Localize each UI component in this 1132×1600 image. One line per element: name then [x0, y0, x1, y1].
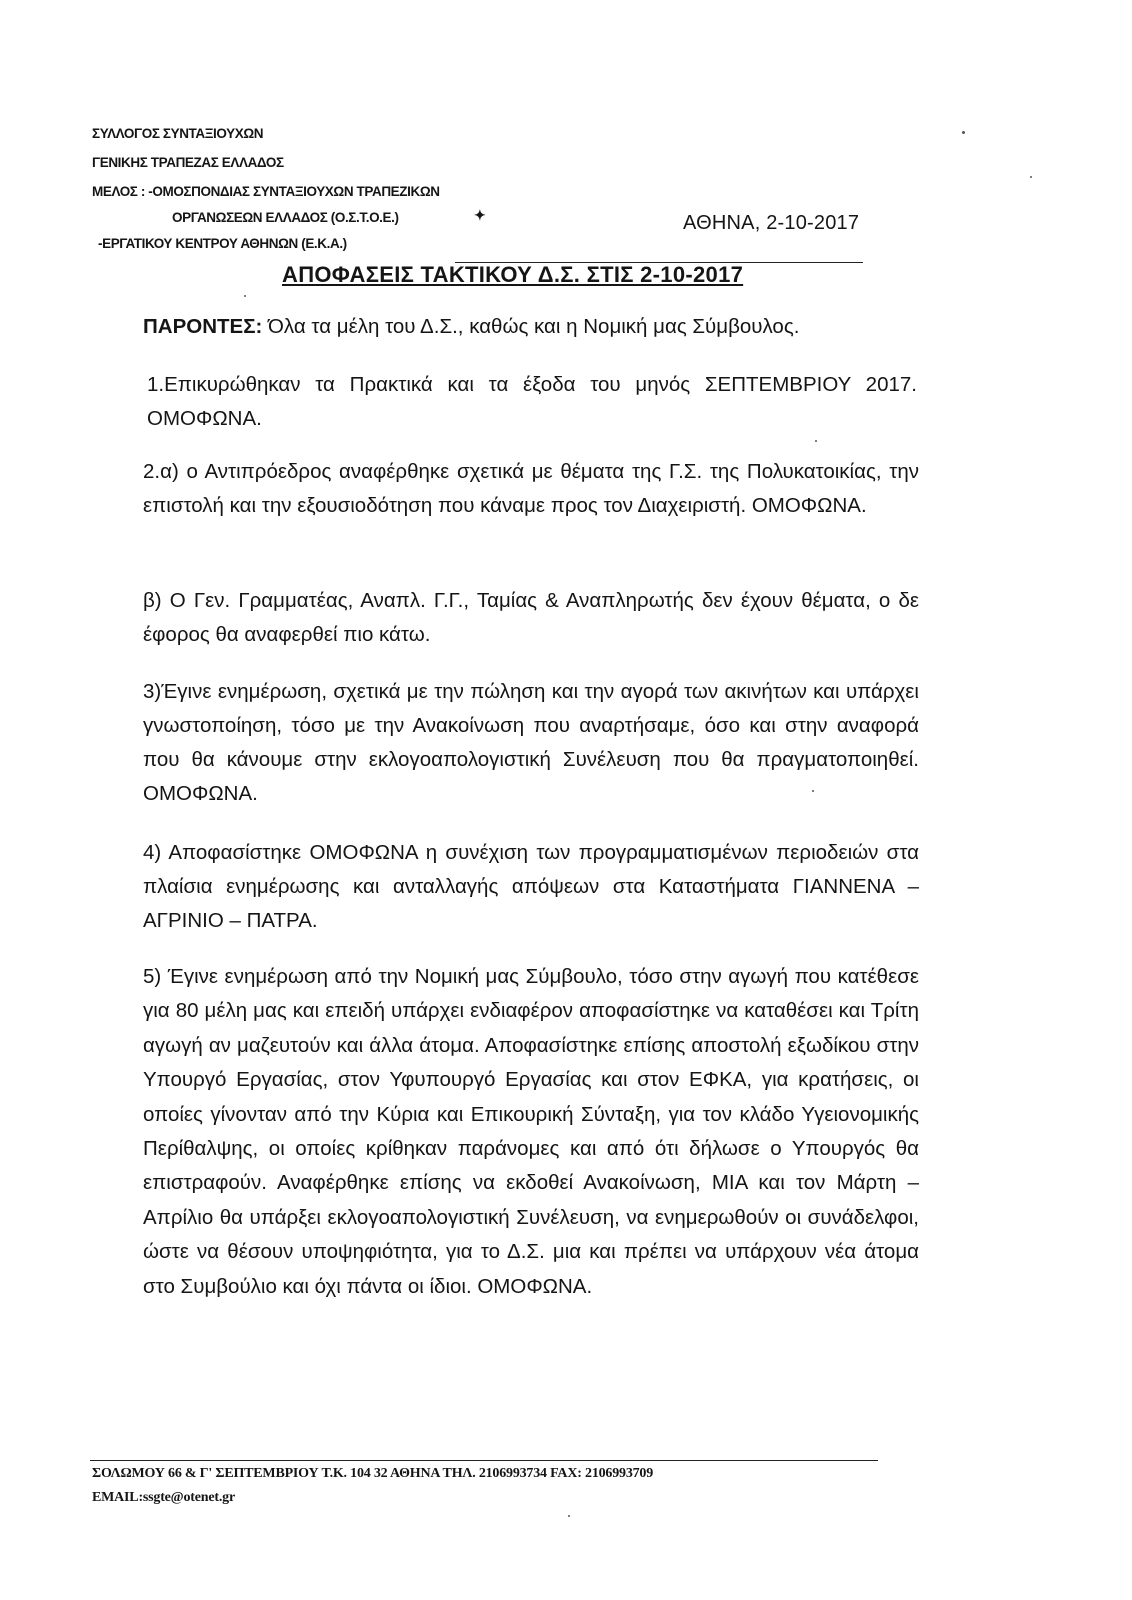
scan-speck [812, 790, 814, 792]
footer-address: ΣΟΛΩΜΟΥ 66 & Γ' ΣΕΠΤΕΜΒΡΙΟΥ Τ.Κ. 104 32 ΑΘΗΝΑ ΤΗΛ. 2106993734 FAX: 2106993709 [92, 1466, 654, 1481]
letterhead-line-member: ΜΕΛΟΣ : -ΟΜΟΣΠΟΝΔΙΑΣ ΣΥΝΤΑΞΙΟΥΧΩΝ ΤΡΑΠΕΖΙΚΩΝ [92, 184, 440, 199]
decision-item-5: 5) Έγινε ενημέρωση από την Νομική μας Σύμβουλο, τόσο στην αγωγή που κατέθεσε για 80 μέλη μας και επειδή υπάρχει ενδιαφέρον αποφασίστηκε να καταθέσει και Τρίτη αγωγή αν μαζευτούν και άλλα άτομα. Αποφασίστηκε επίσης αποστολή εξωδίκου στην Υπουργό Εργασίας, στον Υφυπουργό Εργασίας και στον ΕΦΚΑ, για κρατήσεις, οι οποίες γίνονταν από την Κύρια και Επικουρική Σύνταξη, για τον κλάδο Υγειονομικής Περίθαλψης, οι οποίες κρίθηκαν παράνομες και από ότι δήλωσε ο Υπουργός θα επιστραφούν. Αναφέρθηκε επίσης να εκδοθεί Ανακοίνωση, ΜΙΑ και τον Μάρτη – Απρίλιο θα υπάρξει εκλογοαπολογιστική Συνέλευση, να ενημερωθούν οι συνάδελφοι, ώστε να θέσουν υποψηφιότητα, για το Δ.Σ. μια και πρέπει να υπάρχουν νέα άτομα στο Συμβούλιο και όχι πάντα οι ίδιοι. ΟΜΟΦΩΝΑ. [143, 965, 919, 1298]
page-title: ΑΠΟΦΑΣΕΙΣ ΤΑΚΤΙΚΟΥ Δ.Σ. ΣΤΙΣ 2-10-2017 [282, 262, 744, 287]
scan-mark-icon: ✦ [474, 207, 486, 223]
decision-item-2a: 2.α) ο Αντιπρόεδρος αναφέρθηκε σχετικά με θέματα της Γ.Σ. της Πολυκατοικίας, την επιστολή και την εξουσιοδότηση που κάναμε προς τον Διαχειριστή. ΟΜΟΦΩΝΑ. [143, 460, 919, 517]
scan-speck [244, 295, 246, 297]
decision-item-1: 1.Επικυρώθηκαν τα Πρακτικά και τα έξοδα του μηνός ΣΕΠΤΕΜΒΡΙΟΥ 2017. ΟΜΟΦΩΝΑ. [147, 373, 917, 430]
scan-speck [568, 1515, 570, 1517]
letterhead-line-association: ΣΥΛΛΟΓΟΣ ΣΥΝΤΑΞΙΟΥΧΩΝ [92, 126, 264, 141]
scan-speck [1030, 176, 1032, 178]
scan-speck [962, 131, 965, 134]
footer-email: EMAIL:ssgte@otenet.gr [92, 1490, 235, 1505]
letterhead-line-bank: ΓΕΝΙΚΗΣ ΤΡΑΠΕΖΑΣ ΕΛΛΑΔΟΣ [92, 155, 284, 170]
present-line [143, 315, 913, 339]
footer-divider [90, 1460, 878, 1461]
decision-item-4: 4) Αποφασίστηκε ΟΜΟΦΩΝΑ η συνέχιση των προγραμματισμένων περιοδειών στα πλαίσια ενημέρωσης και ανταλλαγής απόψεων στα Καταστήματα ΓΙΑΝΝΕΝΑ – ΑΓΡΙΝΙΟ – ΠΑΤΡΑ. [143, 841, 919, 932]
decision-item-2b: β) Ο Γεν. Γραμματέας, Αναπλ. Γ.Γ., Ταμίας & Αναπληρωτής δεν έχουν θέματα, ο δε έφορος θα αναφερθεί πιο κάτω. [143, 589, 919, 646]
scan-speck [815, 440, 817, 442]
present-text: Όλα τα μέλη του Δ.Σ., καθώς και η Νομική μας Σύμβουλος. [262, 315, 800, 338]
date-line: ΑΘΗΝΑ, 2-10-2017 [683, 212, 860, 234]
present-label: ΠΑΡΟΝΤΕΣ: [143, 315, 263, 338]
letterhead-line-labour-centre: -ΕΡΓΑΤΙΚΟΥ ΚΕΝΤΡΟΥ ΑΘΗΝΩΝ (Ε.Κ.Α.) [98, 236, 347, 251]
decision-item-3: 3)Έγινε ενημέρωση, σχετικά με την πώληση και την αγορά των ακινήτων και υπάρχει γνωστοποίηση, τόσο με την Ανακοίνωση που αναρτήσαμε, όσο και στην αναφορά που θα κάνουμε στην εκλογοαπολογιστική Συνέλευση που θα πραγματοποιηθεί. ΟΜΟΦΩΝΑ. [143, 680, 919, 805]
letterhead-line-federation: ΟΡΓΑΝΩΣΕΩΝ ΕΛΛΑΔΟΣ (Ο.Σ.Τ.Ο.Ε.) [172, 210, 399, 225]
